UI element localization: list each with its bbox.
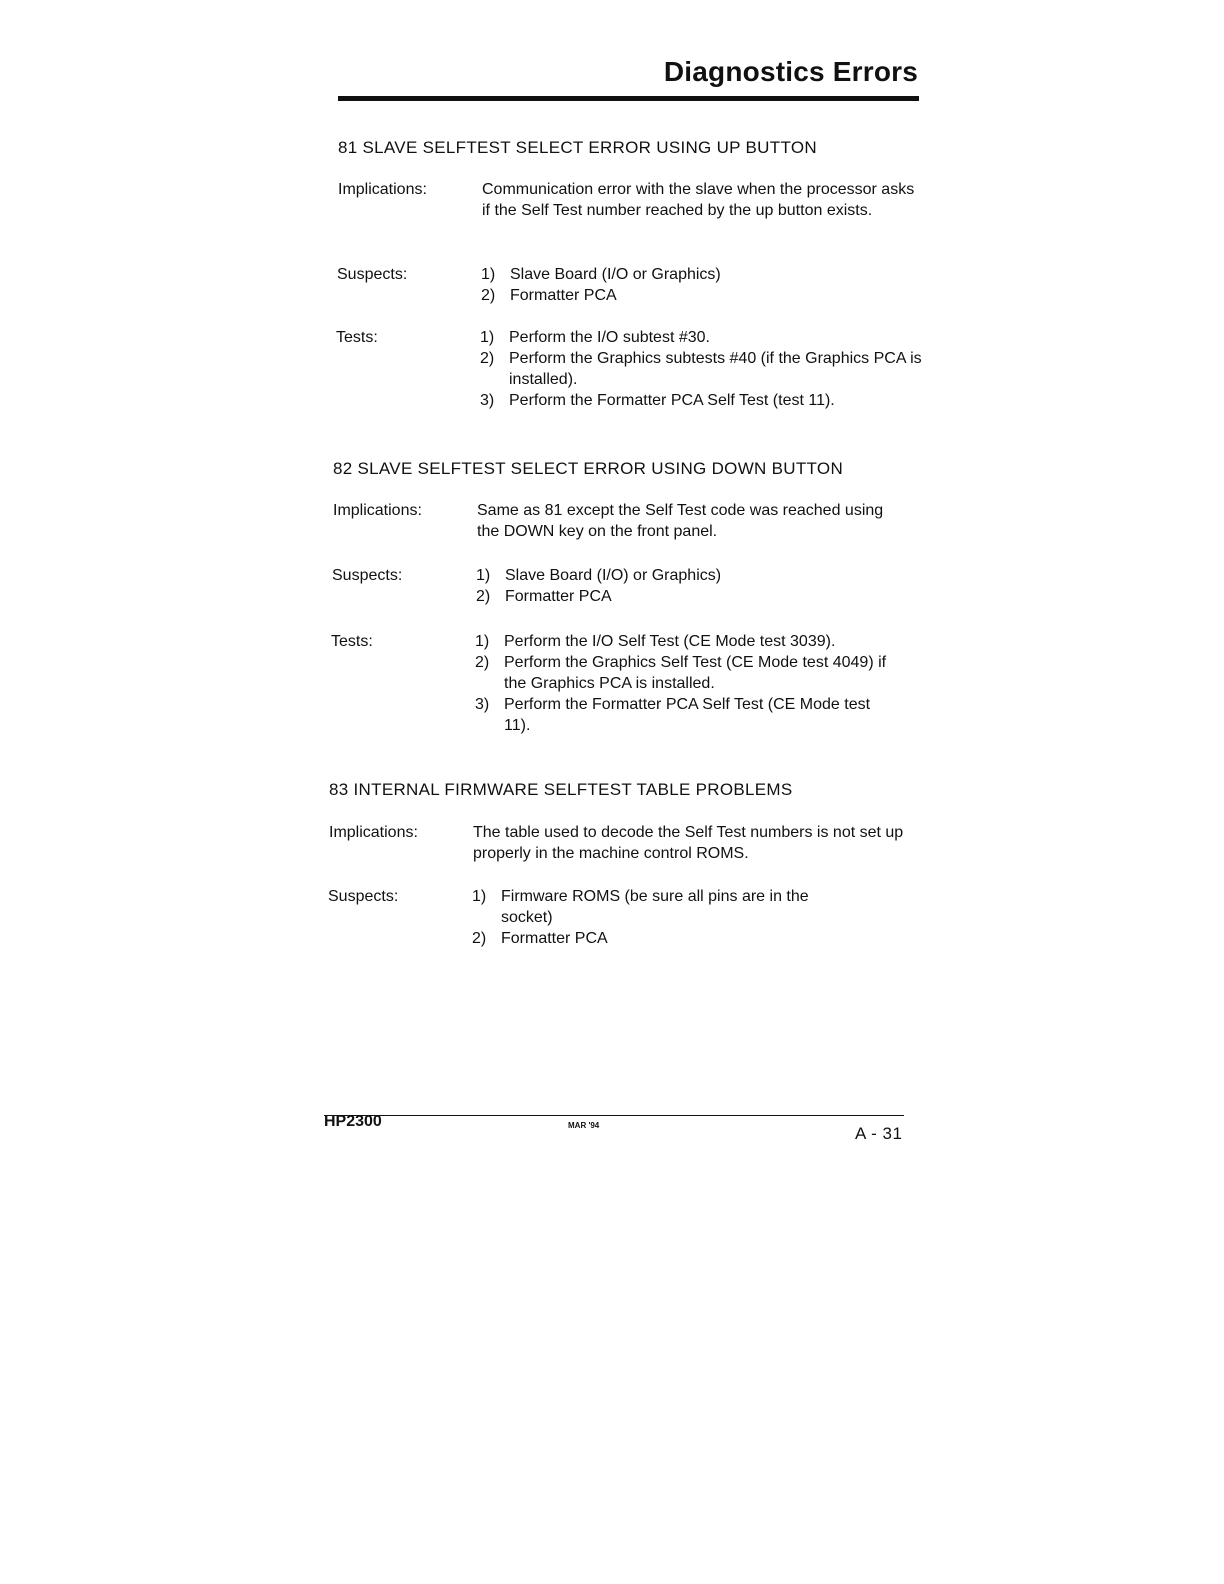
list-item	[480, 390, 925, 411]
item-number: 1)	[476, 567, 491, 584]
item-number: 1)	[475, 633, 490, 650]
item-text: Perform the Formatter PCA Self Test (test 11).	[509, 392, 835, 409]
section-heading: 83 INTERNAL FIRMWARE SELFTEST TABLE PROBLEMS	[329, 780, 793, 799]
list-item	[480, 327, 925, 348]
item-text: Perform the I/O Self Test (CE Mode test 3039).	[504, 633, 836, 650]
item-text: Perform the Formatter PCA Self Test (CE Mode test 11).	[504, 696, 871, 734]
item-number: 3)	[475, 696, 490, 713]
item-number: 1)	[472, 888, 487, 905]
footer-date: MAR '94	[568, 1121, 600, 1130]
item-number: 3)	[480, 392, 495, 409]
section-heading: 81 SLAVE SELFTEST SELECT ERROR USING UP BUTTON	[338, 138, 817, 157]
list-item	[472, 886, 862, 928]
item-number: 2)	[481, 287, 496, 304]
footer-model: HP2300	[324, 1113, 382, 1130]
list-item	[476, 565, 916, 586]
list-item	[475, 694, 895, 736]
list-item	[481, 264, 921, 285]
suspects-label: Suspects:	[328, 888, 399, 905]
section-heading: 82 SLAVE SELFTEST SELECT ERROR USING DOWN BUTTON	[333, 459, 844, 478]
list-item	[481, 285, 921, 306]
item-number: 2)	[476, 588, 491, 605]
item-text: Perform the Graphics Self Test (CE Mode test 4049) if the Graphics PCA is installed.	[504, 654, 887, 692]
item-text: Formatter PCA	[501, 930, 608, 947]
implications-text: The table used to decode the Self Test numbers is not set up properly in the machine control ROMS.	[473, 824, 904, 862]
item-number: 2)	[472, 930, 487, 947]
item-text: Formatter PCA	[505, 588, 612, 605]
list-item	[475, 652, 895, 694]
title-divider	[338, 96, 919, 101]
item-text: Slave Board (I/O or Graphics)	[510, 266, 721, 283]
page-number: A - 31	[855, 1124, 903, 1143]
suspects-label: Suspects:	[332, 567, 403, 584]
tests-label: Tests:	[336, 329, 378, 346]
item-number: 1)	[480, 329, 495, 346]
implications-text: Same as 81 except the Self Test code was reached using the DOWN key on the front panel.	[477, 502, 884, 540]
item-text: Perform the I/O subtest #30.	[509, 329, 710, 346]
list-item	[476, 586, 916, 607]
item-text: Slave Board (I/O) or Graphics)	[505, 567, 722, 584]
item-number: 1)	[481, 266, 496, 283]
page-title: Diagnostics Errors	[663, 56, 918, 87]
implications-text: Communication error with the slave when the processor asks if the Self Test number reached by the up button exists.	[482, 181, 915, 219]
item-text: Firmware ROMS (be sure all pins are in the socket)	[501, 888, 809, 926]
implications-label: Implications:	[333, 502, 422, 519]
implications-label: Implications:	[329, 824, 418, 841]
implications-label: Implications:	[338, 181, 427, 198]
item-number: 2)	[475, 654, 490, 671]
item-number: 2)	[480, 350, 495, 367]
list-item	[472, 928, 862, 949]
list-item	[475, 631, 895, 652]
suspects-label: Suspects:	[337, 266, 408, 283]
list-item	[480, 348, 925, 390]
item-text: Formatter PCA	[510, 287, 617, 304]
item-text: Perform the Graphics subtests #40 (if the Graphics PCA is installed).	[509, 350, 922, 388]
tests-label: Tests:	[331, 633, 373, 650]
footer-divider	[324, 1115, 904, 1116]
